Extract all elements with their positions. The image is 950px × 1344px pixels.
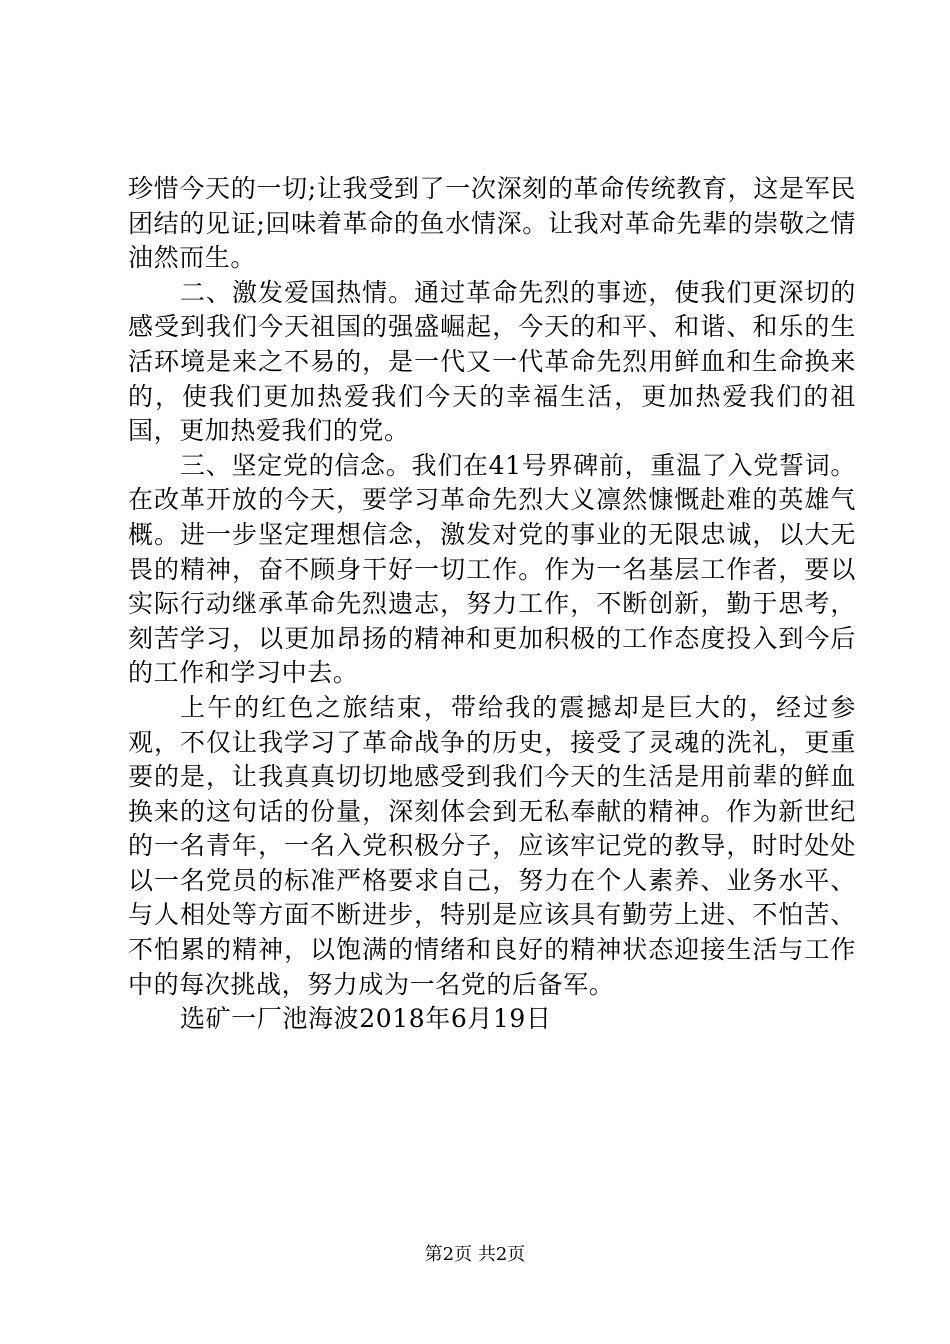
paragraph-patriotism: 二、激发爱国热情。通过革命先烈的事迹，使我们更深切的感受到我们今天祖国的强盛崛起，今天的和平、和谐、和乐的生活环境是来之不易的，是一代又一代革命先烈用鲜血和生命换来的，使我们更加热爱我们今天的幸福生活，更加热爱我们的祖国，更加热爱我们的党。 bbox=[128, 277, 856, 446]
page-footer: 第2页 共2页 bbox=[424, 1244, 526, 1265]
paragraph-party-belief: 三、坚定党的信念。我们在41号界碑前，重温了入党誓词。在改革开放的今天，要学习革命先烈大义凛然慷慨赴难的英雄气概。进一步坚定理想信念，激发对党的事业的无限忠诚，以大无畏的精神，奋不顾身干好一切工作。作为一名基层工作者，要以实际行动继承革命先烈遗志，努力工作，不断创新，勤于思考，刻苦学习，以更加昂扬的精神和更加积极的工作态度投入到今后的工作和学习中去。 bbox=[128, 450, 856, 688]
paragraph-conclusion: 上午的红色之旅结束，带给我的震撼却是巨大的，经过参观，不仅让我学习了革命战争的历史，接受了灵魂的洗礼，更重要的是，让我真真切切地感受到我们今天的生活是用前辈的鲜血换来的这句话的份量，深刻体会到无私奉献的精神。作为新世纪的一名青年，一名入党积极分子，应该牢记党的教导，时时处处以一名党员的标准严格要求自己，努力在个人素养、业务水平、与人相处等方面不断进步，特别是应该具有勤劳上进、不怕苦、不怕累的精神，以饱满的情绪和良好的精神状态迎接生活与工作中的每次挑战，努力成为一名党的后备军。 bbox=[128, 692, 856, 999]
signature-line: 选矿一厂池海波2018年6月19日 bbox=[180, 1004, 552, 1034]
paragraph-continuation: 珍惜今天的一切;让我受到了一次深刻的革命传统教育，这是军民团结的见证;回味着革命的鱼水情深。让我对革命先辈的崇敬之情油然而生。 bbox=[128, 174, 856, 273]
document-body bbox=[128, 172, 856, 1037]
